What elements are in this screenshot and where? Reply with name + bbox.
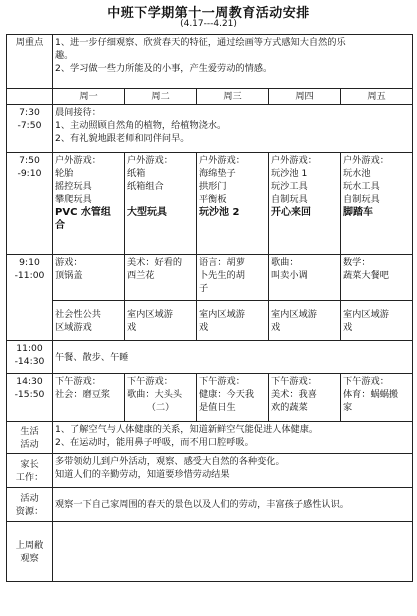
afternoon-line: 下午游戏：	[199, 376, 245, 387]
afternoon-line: 欢的蔬菜	[271, 402, 308, 413]
outdoor-line: 玩水池	[343, 168, 371, 179]
activity-line: 顶锅盖	[55, 270, 83, 281]
afternoon-line: 体育：蜗蜗搬	[343, 389, 399, 400]
time-end: -15:50	[14, 389, 45, 400]
afternoon-time	[7, 374, 53, 422]
label-line: 活动	[20, 492, 39, 504]
resources-row	[7, 488, 413, 522]
life-content	[53, 422, 413, 454]
day-header: 周四	[269, 89, 341, 105]
resources-text: 观察一下自己家周围的春天的景色以及人们的劳动，丰富孩子感性认识。	[55, 499, 349, 510]
noon-row	[7, 341, 413, 374]
afternoon-line: 下午游戏：	[271, 376, 317, 387]
outdoor-feature: 脚踏车	[343, 207, 373, 218]
outdoor-line: 玩水工具	[343, 181, 380, 192]
focus-content	[53, 35, 413, 89]
outdoor-line: 户外游戏：	[127, 155, 173, 166]
activity-line: 语言：胡萝	[199, 257, 245, 268]
focus-row	[7, 35, 413, 89]
outdoor-line: 户外游戏：	[343, 155, 389, 166]
activity-line: 子	[199, 283, 209, 294]
afternoon-line: 歌曲：大头头	[127, 389, 183, 400]
page-title: 中班下学期第十一周教育活动安排	[107, 6, 310, 21]
life-line: 2、在运动时，能用鼻子呼吸，而不用口腔呼吸。	[55, 437, 254, 448]
activity-cell-fri	[341, 255, 413, 301]
morning-content	[53, 105, 413, 153]
time-start: 14:30	[16, 376, 43, 387]
parents-line: 多带领幼儿到户外活动，观察、感受大自然的各种变化。	[55, 456, 285, 467]
area-line: 戏	[127, 321, 137, 333]
area-cell-mon	[53, 301, 125, 341]
afternoon-line: 社会：磨豆浆	[55, 389, 111, 400]
review-row	[7, 522, 413, 582]
noon-text: 午餐、散步、午睡	[55, 351, 129, 363]
area-line: 戏	[199, 321, 209, 333]
afternoon-cell-thu	[269, 374, 341, 422]
afternoon-line: （二）	[146, 402, 175, 413]
area-line: 区域游戏	[55, 321, 92, 333]
outdoor-cell-thu	[269, 153, 341, 255]
label-line: 家长	[20, 458, 39, 470]
weekly-plan-table	[6, 34, 413, 582]
afternoon-cell-tue	[125, 374, 197, 422]
outdoor-feature: PVC 水管组	[55, 207, 111, 218]
time-end: -11:00	[14, 270, 45, 281]
time-start: 7:50	[19, 155, 40, 166]
activity-cell-thu	[269, 255, 341, 301]
parents-label	[7, 454, 53, 488]
outdoor-line: 玩沙池 1	[271, 168, 308, 179]
time-start: 7:30	[19, 107, 40, 118]
activity-line: 西兰花	[127, 270, 155, 281]
noon-content	[53, 341, 413, 374]
afternoon-cell-wed	[197, 374, 269, 422]
afternoon-line: 美术：我喜	[271, 389, 317, 400]
activity-line: 游戏：	[55, 257, 83, 268]
activity-time	[7, 255, 53, 341]
morning-line: 1、主动照顾自然角的植物，给植物浇水。	[55, 120, 227, 131]
day-header: 周五	[341, 89, 413, 105]
area-line: 室内区域游	[127, 308, 173, 320]
time-end: -9:10	[17, 168, 42, 179]
focus-label: 周重点	[7, 35, 53, 89]
activity-cell-wed	[197, 255, 269, 301]
afternoon-cell-fri	[341, 374, 413, 422]
outdoor-feature: 合	[55, 220, 65, 231]
afternoon-row	[7, 374, 413, 422]
life-line: 1、了解空气与人体健康的关系，知道新鲜空气能促进人体健康。	[55, 424, 319, 435]
afternoon-line: 健康：今天我	[199, 389, 255, 400]
outdoor-line: 户外游戏：	[55, 155, 101, 166]
noon-time	[7, 341, 53, 374]
area-line: 室内区域游	[199, 308, 245, 320]
day-header: 周三	[197, 89, 269, 105]
outdoor-cell-fri	[341, 153, 413, 255]
morning-line: 晨间接待：	[55, 107, 101, 118]
focus-line: 2、学习做一些力所能及的小事，产生爱劳动的情感。	[55, 63, 273, 74]
resources-label	[7, 488, 53, 522]
outdoor-time	[7, 153, 53, 255]
outdoor-line: 玩沙工具	[271, 181, 308, 192]
outdoor-line: 纸箱	[127, 168, 146, 179]
area-line: 室内区域游	[271, 308, 317, 320]
focus-line: 趣。	[55, 50, 74, 61]
afternoon-line: 下午游戏：	[343, 376, 389, 387]
outdoor-line	[127, 193, 194, 206]
afternoon-line: 下午游戏：	[55, 376, 101, 387]
parents-row	[7, 454, 413, 488]
outdoor-line: 平衡板	[199, 194, 227, 205]
area-cell-wed	[197, 301, 269, 341]
outdoor-feature: 开心来回	[271, 207, 311, 218]
review-content	[53, 522, 413, 582]
outdoor-row	[7, 153, 413, 255]
activity-line: 歌曲：	[271, 257, 299, 268]
area-cell-tue	[125, 301, 197, 341]
outdoor-line: 户外游戏：	[199, 155, 245, 166]
afternoon-line: 家	[343, 402, 353, 413]
outdoor-cell-wed	[197, 153, 269, 255]
label-line: 活动	[20, 438, 39, 450]
outdoor-cell-tue	[125, 153, 197, 255]
activity-cell-mon	[53, 255, 125, 301]
activity-line: 蔬菜大餐吧	[343, 270, 389, 281]
time-end: -14:30	[14, 356, 45, 367]
date-range: (4.17---4.21)	[180, 19, 237, 29]
area-line: 社会性公共	[55, 308, 101, 320]
activity-line: 叫卖小调	[271, 270, 308, 281]
outdoor-line: 轮胎	[55, 168, 74, 179]
morning-line: 2、有礼貌地跟老师和同伴问早。	[55, 133, 190, 144]
label-line: 生活	[20, 425, 39, 437]
afternoon-cell-mon	[53, 374, 125, 422]
resources-content	[53, 488, 413, 522]
outdoor-line: 纸箱组合	[127, 181, 164, 192]
outdoor-line: 攀爬玩具	[55, 194, 92, 205]
outdoor-feature: 玩沙池 2	[199, 207, 240, 218]
label-line: 上周敝	[15, 539, 44, 551]
outdoor-line: 海绵垫子	[199, 168, 236, 179]
area-cell-fri	[341, 301, 413, 341]
afternoon-line: 下午游戏：	[127, 376, 173, 387]
outdoor-line: 拱形门	[199, 181, 227, 192]
time-start: 9:10	[19, 257, 40, 268]
area-line: 戏	[343, 321, 353, 333]
label-line: 资源：	[15, 505, 44, 517]
outdoor-feature: 大型玩具	[127, 207, 167, 218]
afternoon-line: 是值日生	[199, 402, 236, 413]
parents-content	[53, 454, 413, 488]
time-start: 11:00	[16, 343, 43, 354]
outdoor-line: 户外游戏：	[271, 155, 317, 166]
day-header: 周一	[53, 89, 125, 105]
life-label	[7, 422, 53, 454]
day-header: 周二	[125, 89, 197, 105]
activity-line: 数学：	[343, 257, 371, 268]
review-label	[7, 522, 53, 582]
parents-line: 知道人们的辛勤劳动，知道要珍惜劳动结果	[55, 469, 230, 480]
morning-time	[7, 105, 53, 153]
focus-line: 1、进一步仔细观察、欣赏春天的特征，通过绘画等方式感知大自然的乐	[55, 37, 346, 48]
area-cell-thu	[269, 301, 341, 341]
activity-line: 卜先生的胡	[199, 270, 245, 281]
header-corner	[7, 89, 53, 105]
activity-line: 美术：好看的	[127, 257, 183, 268]
area-line: 戏	[271, 321, 281, 333]
activity-row	[7, 255, 413, 301]
life-row	[7, 422, 413, 454]
weekday-header-row	[7, 89, 413, 105]
outdoor-cell-mon	[53, 153, 125, 255]
outdoor-line: 自制玩具	[343, 194, 380, 205]
area-game-row	[7, 301, 413, 341]
outdoor-line: 自制玩具	[271, 194, 308, 205]
label-line: 观察	[20, 552, 39, 564]
activity-cell-tue	[125, 255, 197, 301]
label-line: 工作：	[15, 471, 44, 483]
area-line: 室内区域游	[343, 308, 389, 320]
outdoor-line: 摇控玩具	[55, 181, 92, 192]
morning-row	[7, 105, 413, 153]
time-end: -7:50	[17, 120, 42, 131]
